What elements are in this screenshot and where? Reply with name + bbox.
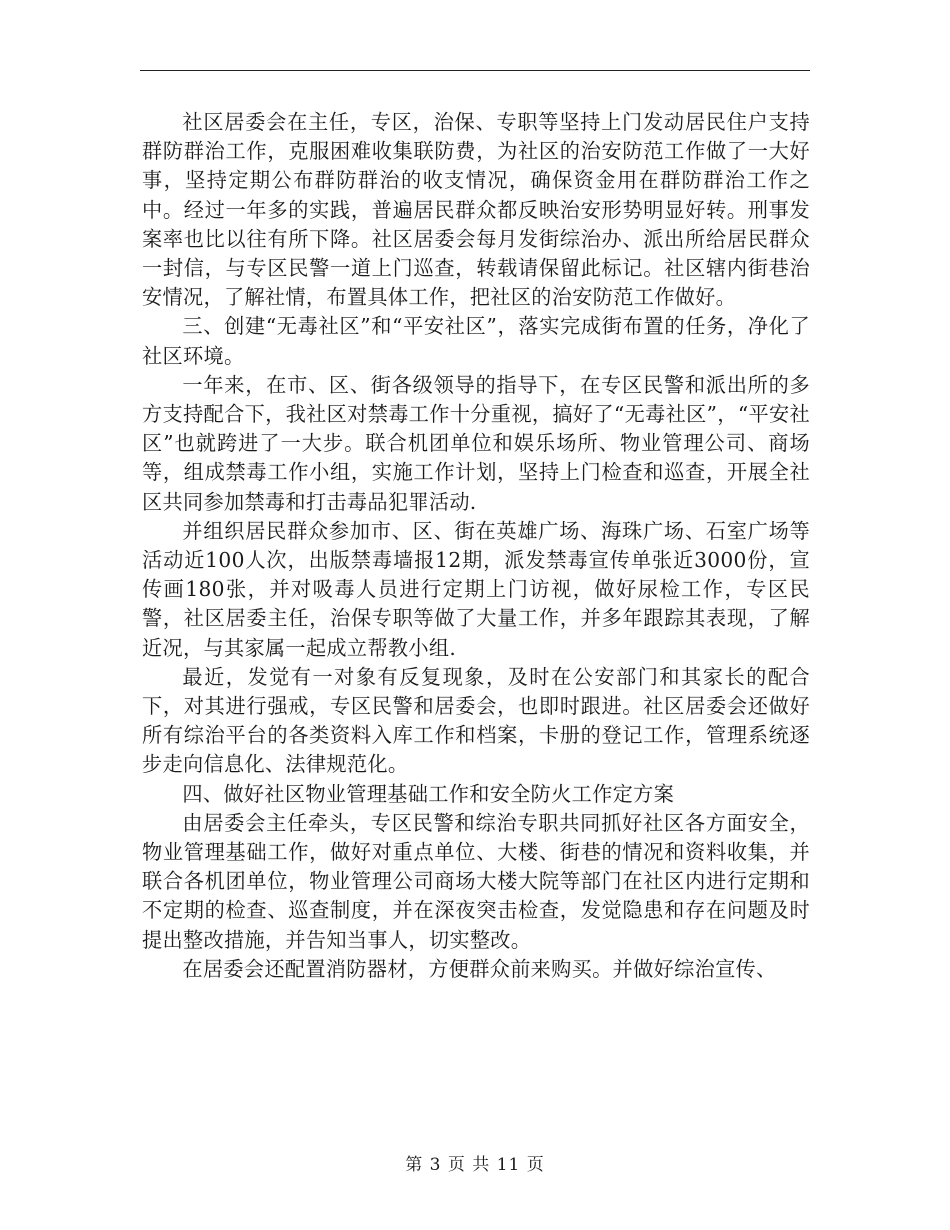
paragraph-6: 由居委会主任牵头，专区民警和综治专职共同抓好社区各方面安全，物业管理基础工作，做好对重点单位、大楼、街巷的情况和资料收集，并联合各机团单位，物业管理公司商场大楼大院等部门在社区内进行定期和不定期的检查、巡查制度，并在深夜突击检查，发觉隐患和存在问题及时提出整改措施，并告知当事人，切实整改。	[142, 810, 810, 952]
header-divider	[140, 70, 810, 71]
document-body	[142, 108, 810, 984]
page-footer	[0, 1153, 950, 1177]
page-number: 第 3 页 共 11 页	[405, 1155, 545, 1175]
paragraph-7: 在居委会还配置消防器材，方便群众前来购买。并做好综治宣传、	[182, 956, 777, 981]
paragraph-5: 最近，发觉有一对象有反复现象，及时在公安部门和其家长的配合下，对其进行强戒，专区民警和居委会，也即时跟进。社区居委会还做好所有综治平台的各类资料入库工作和档案，卡册的登记工作，管理系统逐步走向信息化、法律规范化。	[142, 664, 810, 777]
paragraph-3: 一年来，在市、区、街各级领导的指导下，在专区民警和派出所的多方支持配合下，我社区对禁毒工作十分重视，搞好了“无毒社区”，“平安社区”也就跨进了一大步。联合机团单位和娱乐场所、物业管理公司、商场等，组成禁毒工作小组，实施工作计划，坚持上门检查和巡查，开展全社区共同参加禁毒和打击毒品犯罪活动.	[142, 372, 810, 514]
paragraph-1: 社区居委会在主任，专区，治保、专职等坚持上门发动居民住户支持群防群治工作，克服困难收集联防费，为社区的治安防范工作做了一大好事，坚持定期公布群防群治的收支情况，确保资金用在群防群治工作之中。经过一年多的实践，普遍居民群众都反映治安形势明显好转。刑事发案率也比以往有所下降。社区居委会每月发街综治办、派出所给居民群众一封信，与专区民警一道上门巡查，转载请保留此标记。社区辖内街巷治安情况，了解社情，布置具体工作，把社区的治安防范工作做好。	[142, 110, 810, 310]
paragraph-2: 三、创建“无毒社区”和“平安社区”，落实完成街布置的任务，净化了社区环境。	[142, 314, 810, 368]
paragraph-4: 并组织居民群众参加市、区、街在英雄广场、海珠广场、石室广场等活动近100人次，出版禁毒墙报12期，派发禁毒宣传单张近3000份，宣传画180张，并对吸毒人员进行定期上门访视，做好尿检工作，专区民警，社区居委主任，治保专职等做了大量工作，并多年跟踪其表现，了解近况，与其家属一起成立帮教小组.	[142, 518, 810, 660]
section-heading-4: 四、做好社区物业管理基础工作和安全防火工作定方案	[182, 781, 675, 806]
